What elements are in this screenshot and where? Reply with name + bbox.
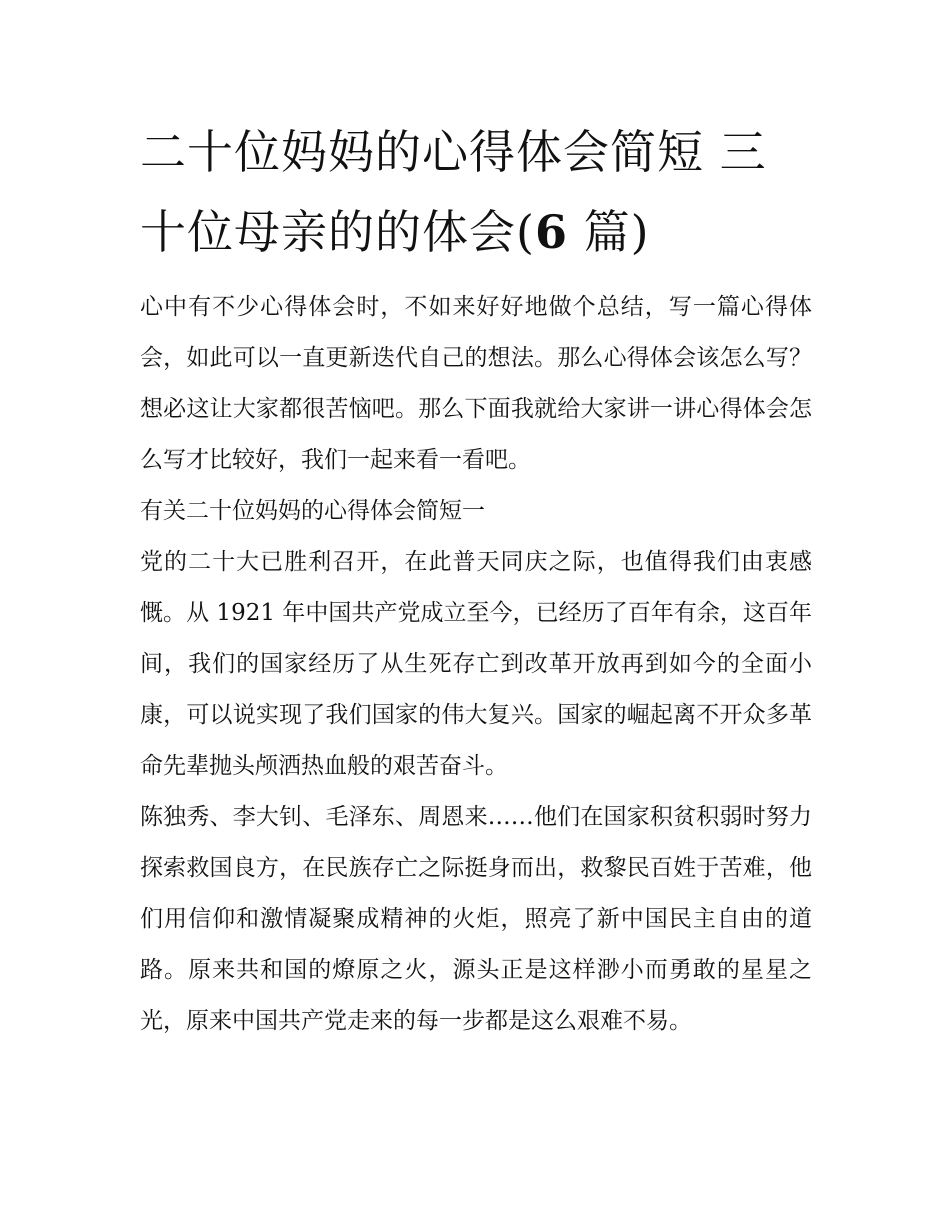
title-text-part1: 二十位妈妈的心得体会简短 三十位母亲的的体会( [140, 125, 767, 259]
body-paragraph-1: 党的二十大已胜利召开，在此普天同庆之际，也值得我们由衷感慨。从 1921 年中国共产党成立至今，已经历了百年有余，这百年间，我们的国家经历了从生死存亡到改革开放再到如今的全面小康，可以说实现了我们国家的伟大复兴。国家的崛起离不开众多革命先辈抛头颅洒热血般的艰苦奋斗。 [140, 549, 812, 779]
title-text-part2: 篇) [567, 205, 650, 259]
body-paragraph-2: 陈独秀、李大钊、毛泽东、周恩来……他们在国家积贫积弱时努力探索救国良方，在民族存亡之际挺身而出，救黎民百姓于苦难，他们用信仰和激情凝聚成精神的火炬，照亮了新中国民主自由的道路。原来共和国的燎原之火，源头正是这样渺小而勇敢的星星之光，原来中国共产党走来的每一步都是这么艰难不易。 [140, 804, 812, 1034]
section-heading: 有关二十位妈妈的心得体会简短一 [140, 498, 485, 524]
title-count: 6 [534, 205, 568, 259]
document-page [140, 112, 812, 1047]
document-title [140, 112, 812, 272]
intro-paragraph: 心中有不少心得体会时，不如来好好地做个总结，写一篇心得体会，如此可以一直更新迭代自己的想法。那么心得体会该怎么写？想必这让大家都很苦恼吧。那么下面我就给大家讲一讲心得体会怎么写才比较好，我们一起来看一看吧。 [140, 294, 812, 473]
